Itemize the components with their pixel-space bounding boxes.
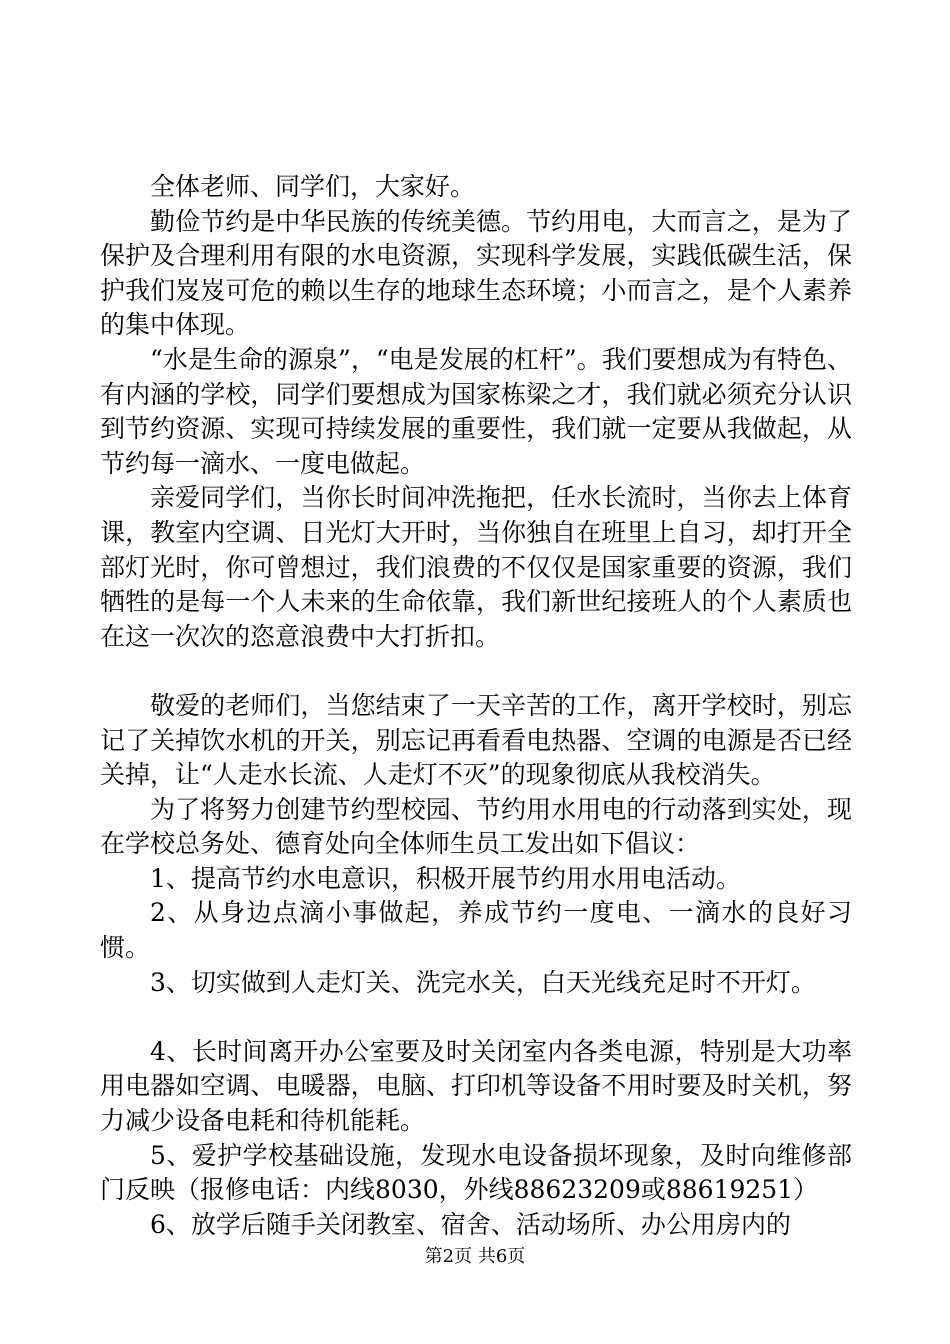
paragraph-thrift-virtue: 勤俭节约是中华民族的传统美德。节约用电，大而言之，是为了保护及合理利用有限的水电资源，实现科学发展，实践低碳生活，保护我们岌岌可危的赖以生存的地球生态环境；小而言之，是个人素养的集中体现。 <box>100 206 852 340</box>
list-item-6: 6、放学后随手关闭教室、宿舍、活动场所、办公用房内的 <box>150 1209 791 1239</box>
list-item-1: 1、提高节约水电意识，积极开展节约用水用电活动。 <box>150 863 741 893</box>
list-item-4: 4、长时间离开办公室要及时关闭室内各类电源，特别是大功率用电器如空调、电暖器，电脑、打印机等设备不用时要及时关机，努力减少设备电耗和待机能耗。 <box>100 1036 852 1136</box>
paragraph-students: 亲爱同学们，当你长时间冲洗拖把，任水长流时，当你去上体育课，教室内空调、日光灯大开时，当你独自在班里上自习，却打开全部灯光时，你可曾想过，我们浪费的不仅仅是国家重要的资源，我们牺牲的是每一个人未来的生命依靠，我们新世纪接班人的个人素质也在这一次次的恣意浪费中大打折扣。 <box>100 483 852 651</box>
list-item-3: 3、切实做到人走灯关、洗完水关，白天光线充足时不开灯。 <box>150 967 816 997</box>
paragraph-water-electricity: “水是生命的源泉”，“电是发展的杠杆”。我们要想成为有特色、有内涵的学校，同学们要想成为国家栋梁之才，我们就必须充分认识到节约资源、实现可持续发展的重要性，我们就一定要从我做起，从节约每一滴水、一度电做起。 <box>100 344 852 478</box>
paragraph-teachers: 敬爱的老师们，当您结束了一天辛苦的工作，离开学校时，别忘记了关掉饮水机的开关，别忘记再看看电热器、空调的电源是否已经关掉，让“人走水长流、人走灯不灭”的现象彻底从我校消失。 <box>100 690 852 790</box>
paragraph-greeting: 全体老师、同学们，大家好。 <box>150 172 476 201</box>
list-item-5: 5、爱护学校基础设施，发现水电设备损坏现象，及时向维修部门反映（报修电话：内线8030，外线88623209或88619251） <box>100 1140 852 1205</box>
document-body <box>100 170 852 1242</box>
list-item-2: 2、从身边点滴小事做起，养成节约一度电、一滴水的良好习惯。 <box>100 898 852 963</box>
paragraph-initiative-intro: 为了将努力创建节约型校园、节约用水用电的行动落到实处，现在学校总务处、德育处向全体师生员工发出如下倡议： <box>100 794 852 859</box>
page-number-footer: 第2页 共6页 <box>424 1246 526 1267</box>
